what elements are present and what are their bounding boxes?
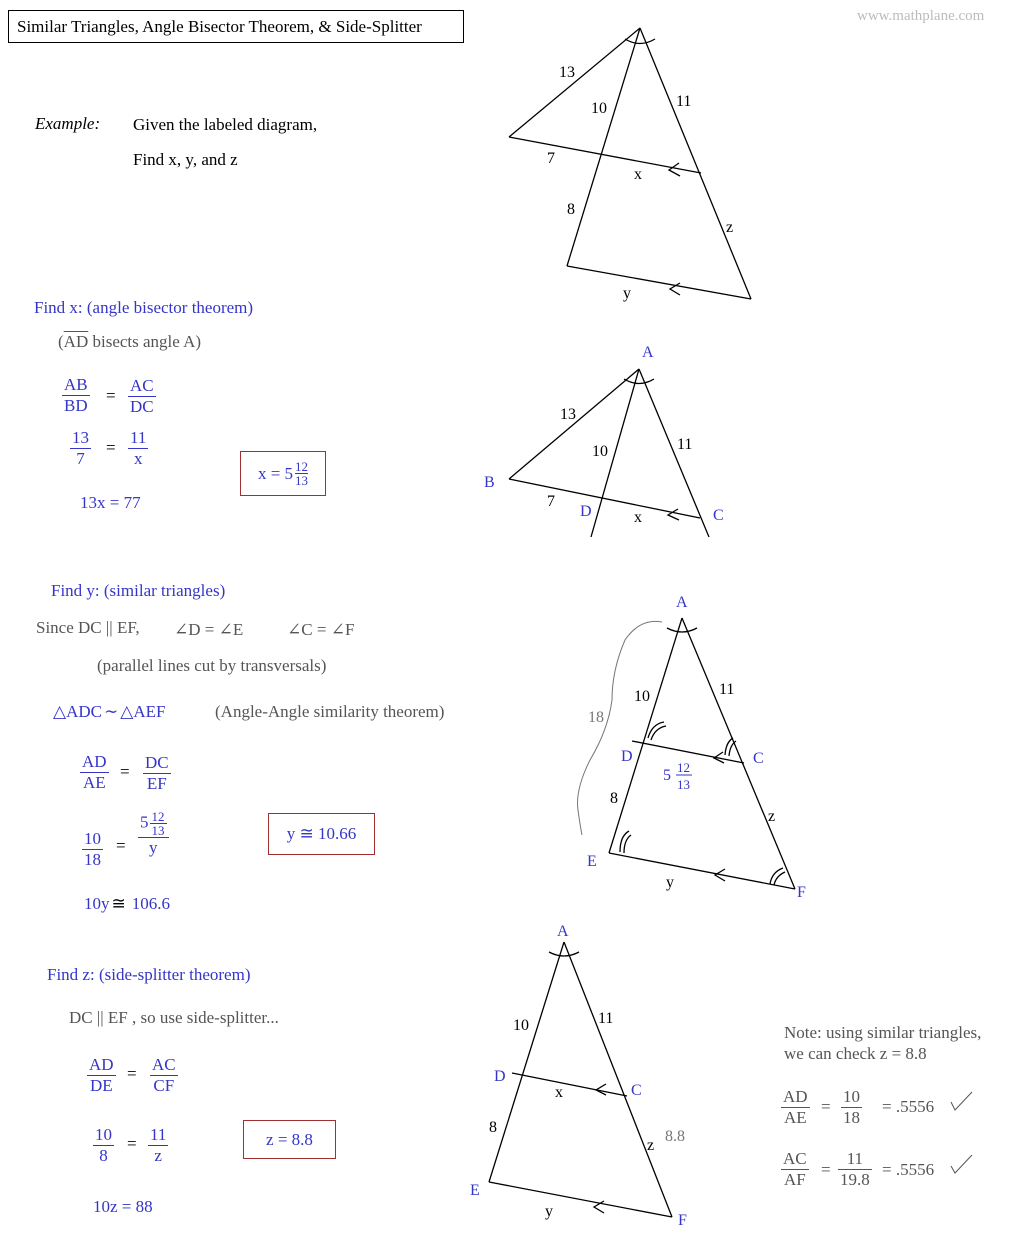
triangle-icon: △ [53,702,67,721]
d3-label-D: D [621,748,633,765]
d2-label-x: x [634,509,642,526]
diagram-2 [509,369,709,537]
d4-label-A: A [557,923,569,940]
fy-eq1-equals: = [120,762,130,781]
fz-note: DC || EF , so use side-splitter... [69,1008,279,1027]
fy-eq3: 10y ≅ 106.6 [84,894,170,913]
d4-label-8: 8 [489,1119,497,1136]
fz-check2-frac-right: $\frac{11}{19.8}$ [840,1149,870,1189]
fx-answer-box: x = 5 12 13 [240,451,326,496]
d3-label-C: C [753,750,764,767]
fz-answer-box: z = 8.8 [243,1120,336,1159]
d1-label-y: y [623,285,631,302]
d2-label-D: D [580,503,592,520]
d3-label-A: A [676,594,688,611]
fx-eq1-frac-right: $\frac{AC}{DC}$ [130,376,154,416]
d4-label-F: F [678,1212,687,1229]
d4-label-y: y [545,1203,553,1220]
angle-icon: ∠ [218,620,233,639]
d4-label-88: 8.8 [665,1128,685,1145]
d3-label-dc-num: 12 [677,760,690,775]
fx-eq2-frac-right: $\frac{11}{x}$ [130,428,147,468]
diagram-1 [509,28,751,299]
d2-label-C: C [713,507,724,524]
d3-label-dc-den: 13 [677,777,690,792]
angle-icon: ∠ [287,620,302,639]
fy-eq2-equals: = [116,836,126,855]
d3-label-11: 11 [719,681,735,698]
d4-label-10: 10 [513,1017,529,1034]
d2-label-B: B [484,474,495,491]
fy-answer-box: y ≅ 10.66 [268,813,375,855]
d1-label-10: 10 [591,100,607,117]
d3-label-dc-whole: 5 [663,767,671,784]
example-line2: Find x, y, and z [133,150,238,169]
find-y-heading: Find y: (similar triangles) [51,581,226,600]
d2-label-11: 11 [677,436,693,453]
check-mark-1-icon [951,1092,972,1110]
fz-check1-result: = .5556 [882,1097,935,1116]
fz-eq2-equals: = [127,1134,137,1153]
angle-icon: ∠ [174,620,189,639]
fz-check1-equals: = [821,1097,831,1116]
fy-sim-note: (Angle-Angle similarity theorem) [215,702,445,721]
d1-label-7: 7 [547,150,555,167]
diagram-4 [489,942,672,1217]
fz-eq3: 10z = 88 [93,1197,153,1216]
d1-label-11: 11 [676,93,692,110]
d3-label-E: E [587,853,597,870]
d3-label-z: z [768,808,776,825]
fz-check2-result: = .5556 [882,1160,935,1179]
fz-check2-frac-left: $\frac{AC}{AF}$ [783,1149,807,1189]
d3-label-y: y [666,874,674,891]
fy-eq1-frac-right: $\frac{DC}{EF}$ [145,753,169,793]
d1-label-z: z [726,219,734,236]
d1-label-8: 8 [567,201,575,218]
fy-parallel-note: (parallel lines cut by transversals) [97,656,327,675]
fz-check-note2: we can check z = 8.8 [784,1044,927,1063]
fy-similarity: △ADC ∼ △AEF [53,702,166,721]
fx-eq1-frac-left: $\frac{AB}{BD}$ [64,375,88,415]
d2-label-7: 7 [547,493,555,510]
d4-label-x: x [555,1084,563,1101]
fz-check1-frac-right: $\frac{10}{18}$ [843,1087,860,1127]
d3-label-10: 10 [634,688,650,705]
d4-label-11: 11 [598,1010,614,1027]
d3-label-F: F [797,884,806,901]
fz-eq1-frac-left: $\frac{AD}{DE}$ [89,1055,114,1095]
fy-angle-eq1: ∠D = ∠E [174,620,244,639]
fz-check-note1: Note: using similar triangles, [784,1023,982,1042]
similar-icon: ∼ [103,702,119,721]
fx-eq3: 13x = 77 [80,493,141,512]
page-title: Similar Triangles, Angle Bisector Theorem, & Side-Splitter [8,10,464,43]
find-x-heading: Find x: (angle bisector theorem) [34,298,254,317]
fy-eq1-frac-left: $\frac{AD}{AE}$ [82,752,107,792]
fy-since: Since DC || EF, [36,618,140,637]
find-z-heading: Find z: (side-splitter theorem) [47,965,251,984]
check-mark-2-icon [951,1155,972,1173]
fx-eq2-equals: = [106,438,116,457]
example-label: Example: [35,114,101,133]
d3-label-8: 8 [610,790,618,807]
d2-label-13: 13 [560,406,576,423]
fy-angle-eq2: ∠C = ∠F [287,620,355,639]
d4-label-z: z [647,1137,655,1154]
fz-eq1-equals: = [127,1064,137,1083]
find-x-note: ($\overline{AD}$ bisects angle A) [58,332,202,351]
fx-eq1-equals: = [106,386,116,405]
fy-eq2-frac-right: $\frac{5\frac{12}{13}}{y}$ [138,810,169,858]
d1-label-x: x [634,166,642,183]
d4-label-E: E [470,1182,480,1199]
example-line1: Given the labeled diagram, [133,115,318,134]
d3-label-18: 18 [588,709,604,726]
angle-icon: ∠ [330,620,345,639]
fz-eq1-frac-right: $\frac{AC}{CF}$ [152,1055,176,1095]
fz-eq2-frac-right: $\frac{11}{z}$ [150,1125,167,1165]
fz-eq2-frac-left: $\frac{10}{8}$ [95,1125,112,1165]
d4-label-D: D [494,1068,506,1085]
fz-check1-frac-left: $\frac{AD}{AE}$ [783,1087,808,1127]
fx-eq2-frac-left: $\frac{13}{7}$ [72,428,89,468]
website-watermark: www.mathplane.com [857,8,985,24]
approx-icon: ≅ [111,894,126,913]
d2-label-A: A [642,344,654,361]
d2-label-10: 10 [592,443,608,460]
d4-label-C: C [631,1082,642,1099]
triangle-icon: △ [120,702,134,721]
d1-label-13: 13 [559,64,575,81]
fz-check2-equals: = [821,1160,831,1179]
fy-eq2-frac-left: $\frac{10}{18}$ [84,829,101,869]
